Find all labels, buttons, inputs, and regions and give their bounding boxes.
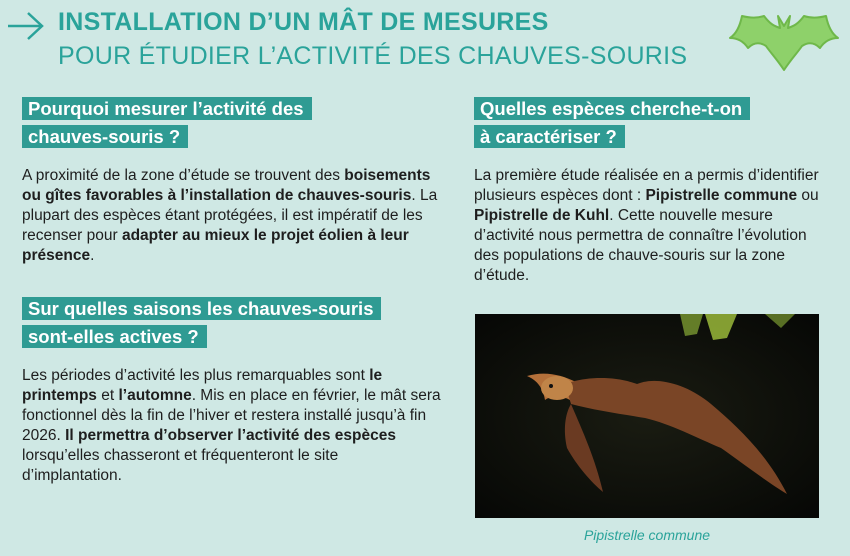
section-heading-line: chauves-souris ? [22,125,188,148]
page-subtitle: POUR ÉTUDIER L’ACTIVITÉ DES CHAUVES-SOURIS [58,42,688,70]
section-seasons-text: Les périodes d’activité les plus remarquables sont le printemps et l’automne. Mis en place en février, le mât sera fonctionnel dès la fin de l’hiver et restera installé jusqu’à fin 2026. Il permettra d’observer l’activité des espèces lorsqu’elles chasseront et fréquenteront le site d’implantation. [22,367,441,484]
right-column [474,96,824,286]
section-species-text: La première étude réalisée en a permis d’identifier plusieurs espèces dont : Pipistrelle commune ou Pipistrelle de Kuhl. Cette nouvelle mesure d’activité nous permettra de connaître l’évolution des populations de chauve-souris sur la zone d’étude. [474,167,819,284]
photo-caption: Pipistrelle commune [583,527,711,543]
section-why-text: A proximité de la zone d’étude se trouvent des boisements ou gîtes favorables à l’installation de chauves-souris. La plupart des espèces étant protégées, il est impératif de les recenser pour adapter au mieux le projet éolien à leur présence. [22,167,438,264]
section-species-heading [474,96,824,152]
section-heading-line: sont-elles actives ? [22,325,207,348]
bat-photo [475,314,819,518]
arrow-right-icon [6,8,46,44]
section-heading-line: Quelles espèces cherche-t-on [474,97,750,120]
page-title: INSTALLATION D’UN MÂT DE MESURES [58,8,549,36]
section-heading-line: à caractériser ? [474,125,625,148]
section-heading-line: Sur quelles saisons les chauves-souris [22,297,381,320]
left-column [22,96,442,486]
bat-icon [728,12,840,76]
section-why-heading [22,96,442,152]
page-header [0,0,850,80]
section-heading-line: Pourquoi mesurer l’activité des [22,97,312,120]
section-seasons-heading [22,296,442,352]
